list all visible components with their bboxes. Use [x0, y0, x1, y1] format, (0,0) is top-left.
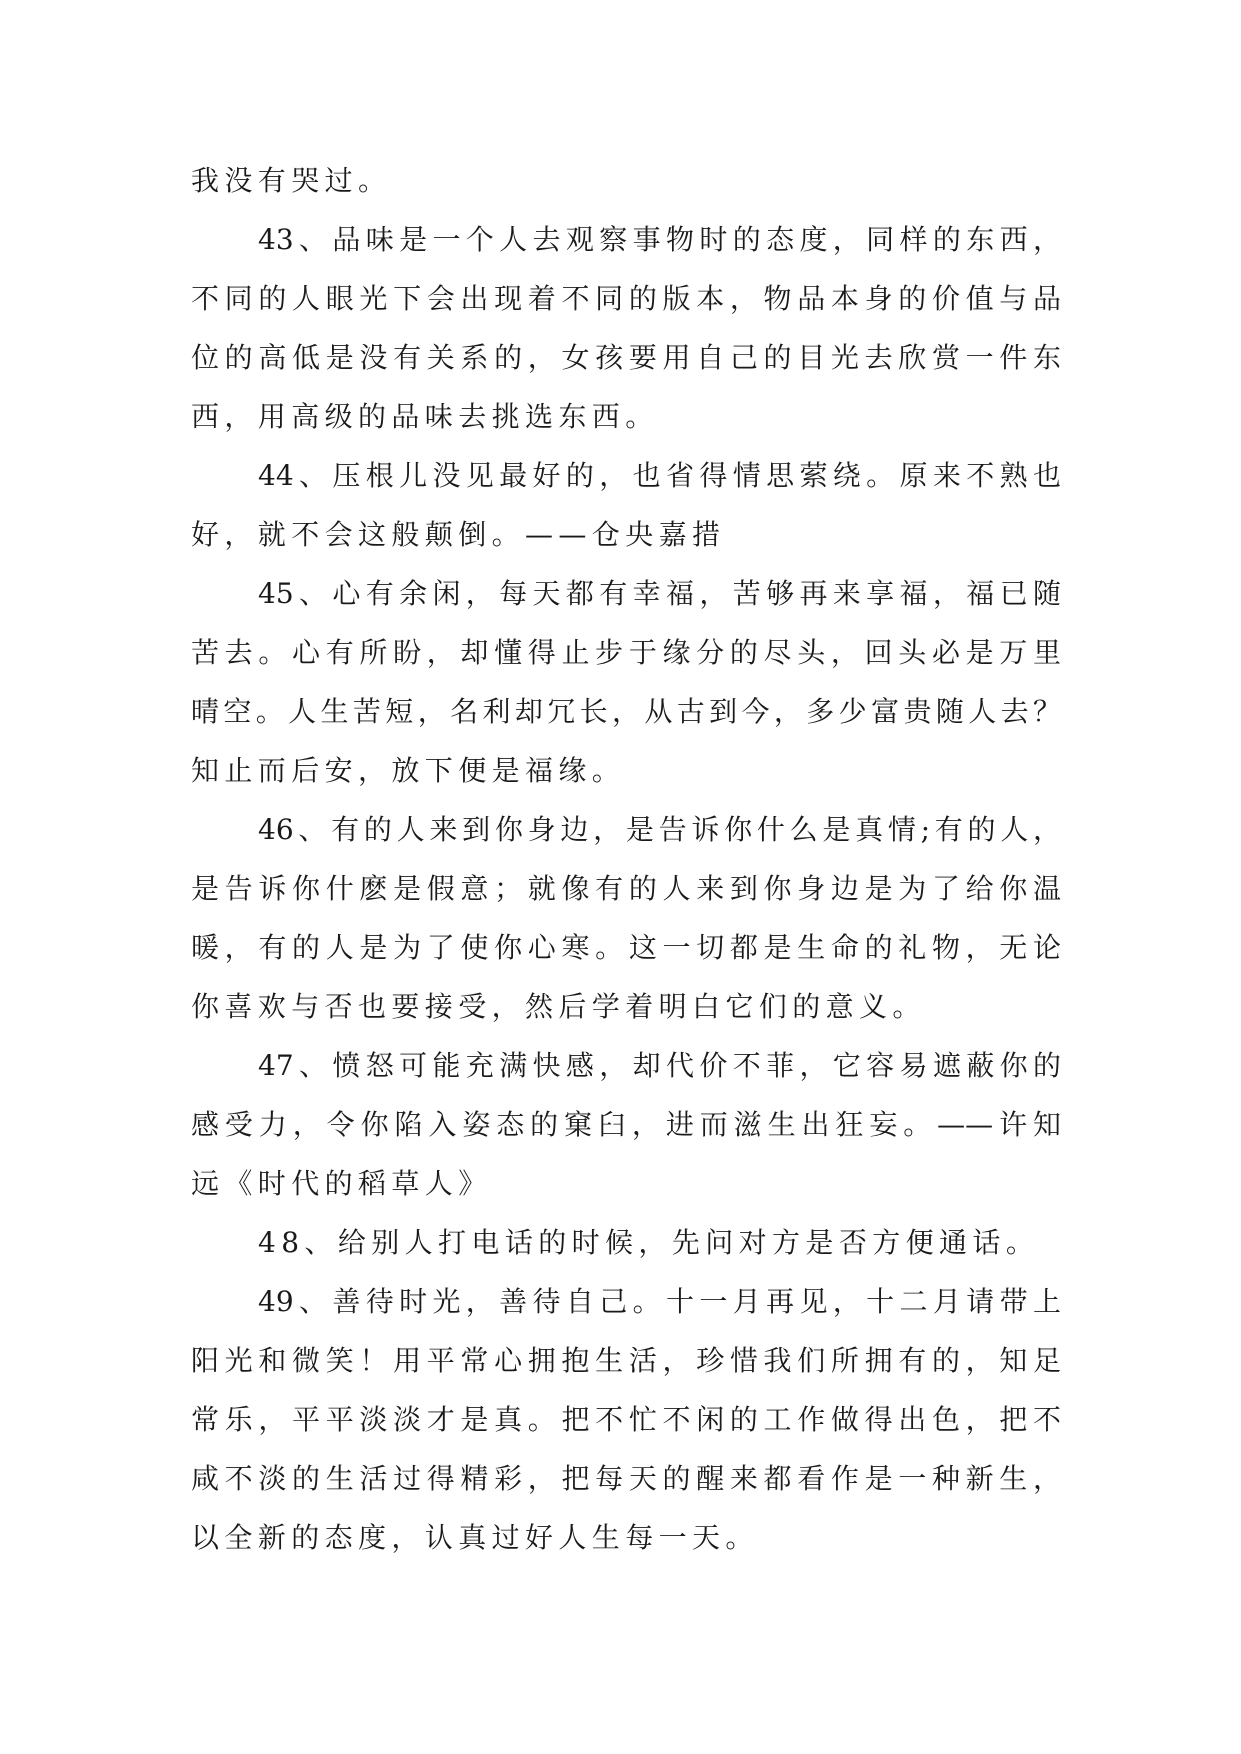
paragraph-line: 我没有哭过。: [191, 164, 392, 197]
paragraph-48: [191, 1213, 1061, 1272]
paragraph-line: 西，用高级的品味去挑选东西。: [191, 400, 659, 433]
paragraph-46: [191, 800, 1061, 1036]
paragraph-line: 感受力，令你陷入姿态的窠臼，进而滋生出狂妄。——许知: [191, 1108, 1061, 1141]
paragraph-line: 位的高低是没有关系的，女孩要用自己的目光去欣赏一件东: [191, 341, 1061, 374]
paragraph-line: 49、善待时光，善待自己。十一月再见，十二月请带上: [258, 1285, 1061, 1318]
paragraph-45: [191, 564, 1061, 800]
document-body: [191, 151, 1061, 1567]
paragraph-line: 是告诉你什麽是假意；就像有的人来到你身边是为了给你温: [191, 872, 1061, 905]
paragraph-line: 远《时代的稻草人》: [191, 1167, 492, 1200]
paragraph-line: 47、愤怒可能充满快感，却代价不菲，它容易遮蔽你的: [258, 1049, 1061, 1082]
paragraph-line: 暖，有的人是为了使你心寒。这一切都是生命的礼物，无论: [191, 931, 1061, 964]
paragraph-line: 阳光和微笑！用平常心拥抱生活，珍惜我们所拥有的，知足: [191, 1344, 1061, 1377]
paragraph-line: 常乐，平平淡淡才是真。把不忙不闲的工作做得出色，把不: [191, 1403, 1061, 1436]
paragraph-line: 知止而后安，放下便是福缘。: [191, 754, 626, 787]
paragraph-line: 43、品味是一个人去观察事物时的态度，同样的东西，: [258, 223, 1061, 256]
paragraph-continuation: [191, 151, 1061, 210]
paragraph-line: 好，就不会这般颠倒。——仓央嘉措: [191, 518, 726, 551]
paragraph-line: 晴空。人生苦短，名利却冗长，从古到今，多少富贵随人去？: [191, 695, 1061, 728]
paragraph-line: 44、压根儿没见最好的，也省得情思萦绕。原来不熟也: [258, 459, 1061, 492]
paragraph-line: 以全新的态度，认真过好人生每一天。: [191, 1521, 759, 1554]
paragraph-line: 48、给别人打电话的时候，先问对方是否方便通话。: [258, 1226, 1040, 1259]
paragraph-49: [191, 1272, 1061, 1567]
paragraph-line: 苦去。心有所盼，却懂得止步于缘分的尽头，回头必是万里: [191, 636, 1061, 669]
paragraph-47: [191, 1036, 1061, 1213]
paragraph-line: 46、有的人来到你身边，是告诉你什么是真情;有的人，: [258, 813, 1061, 846]
paragraph-line: 咸不淡的生活过得精彩，把每天的醒来都看作是一种新生，: [191, 1462, 1061, 1495]
paragraph-line: 45、心有余闲，每天都有幸福，苦够再来享福，福已随: [258, 577, 1061, 610]
paragraph-43: [191, 210, 1061, 446]
paragraph-line: 你喜欢与否也要接受，然后学着明白它们的意义。: [191, 990, 926, 1023]
paragraph-line: 不同的人眼光下会出现着不同的版本，物品本身的价值与品: [191, 282, 1061, 315]
paragraph-44: [191, 446, 1061, 564]
